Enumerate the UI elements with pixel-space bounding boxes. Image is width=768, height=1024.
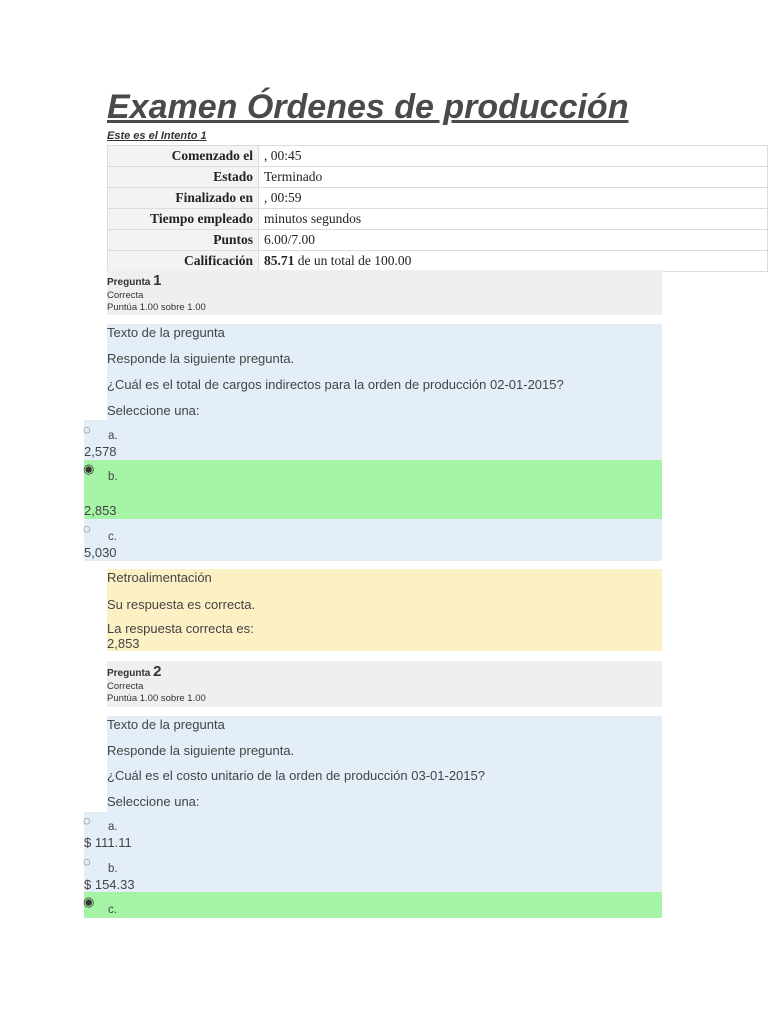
- option-letter: a.: [108, 430, 118, 442]
- summary-label: Finalizado en: [108, 188, 259, 209]
- feedback-correct-label: La respuesta correcta es:: [107, 621, 254, 636]
- summary-value: [259, 251, 768, 272]
- summary-value: 6.00/7.00: [259, 230, 768, 251]
- option-letter: b.: [108, 471, 118, 483]
- summary-label: Puntos: [108, 230, 259, 251]
- question-num: 1: [153, 272, 162, 289]
- feedback-message: Su respuesta es correcta.: [107, 597, 256, 612]
- feedback-correct-value: 2,853: [107, 636, 140, 651]
- summary-value: minutos segundos: [259, 209, 768, 230]
- option-value: 2,578: [84, 444, 117, 459]
- option-letter: a.: [108, 821, 118, 833]
- attempt-label: Este es el Intento 1: [107, 130, 207, 142]
- summary-row-grade: [108, 251, 768, 272]
- summary-label: Tiempo empleado: [108, 209, 259, 230]
- select-prompt: Seleccione una:: [107, 403, 200, 418]
- select-prompt: Seleccione una:: [107, 794, 200, 809]
- option-value: $ 154.33: [84, 877, 135, 892]
- question-text-heading: Texto de la pregunta: [107, 325, 225, 340]
- summary-row-time: [108, 209, 768, 230]
- radio-button[interactable]: ◌: [83, 422, 91, 437]
- question-text: ¿Cuál es el costo unitario de la orden de producción 03-01-2015?: [107, 768, 485, 783]
- summary-row-finished: [108, 188, 768, 209]
- option-letter: b.: [108, 863, 118, 875]
- radio-button[interactable]: ◌: [83, 521, 91, 536]
- question-2-header: [107, 661, 662, 707]
- summary-value: , 00:45: [259, 146, 768, 167]
- question-label: Pregunta: [107, 668, 151, 679]
- summary-row-points: [108, 230, 768, 251]
- option-value: $ 111.11: [84, 835, 132, 850]
- summary-row-started: [108, 146, 768, 167]
- question-number: [107, 272, 161, 289]
- question-instruction: Responde la siguiente pregunta.: [107, 743, 295, 758]
- question-text: ¿Cuál es el total de cargos indirectos para la orden de producción 02-01-2015?: [107, 377, 564, 392]
- question-text-heading: Texto de la pregunta: [107, 717, 225, 732]
- question-score: Puntúa 1.00 sobre 1.00: [107, 693, 206, 704]
- summary-label: Estado: [108, 167, 259, 188]
- question-number: [107, 663, 161, 680]
- radio-button-selected[interactable]: ◉: [83, 894, 95, 909]
- grade-value: 85.71: [264, 253, 295, 268]
- question-label: Pregunta: [107, 277, 151, 288]
- summary-value: , 00:59: [259, 188, 768, 209]
- option-value: 2,853: [84, 503, 117, 518]
- page-title: Examen Órdenes de producción: [107, 88, 629, 126]
- summary-label: Comenzado el: [108, 146, 259, 167]
- option-letter: c.: [108, 531, 117, 543]
- option-b-row[interactable]: [84, 460, 662, 519]
- radio-button[interactable]: ◌: [83, 813, 91, 828]
- question-status: Correcta: [107, 681, 144, 692]
- option-letter: c.: [108, 904, 117, 916]
- radio-button[interactable]: ◌: [83, 854, 91, 869]
- summary-row-state: [108, 167, 768, 188]
- option-a-row[interactable]: [84, 420, 662, 460]
- option-value: 5,030: [84, 545, 117, 560]
- option-a-row[interactable]: [84, 812, 662, 892]
- radio-button-selected[interactable]: ◉: [83, 461, 95, 476]
- question-1-header: [107, 270, 662, 315]
- question-status: Correcta: [107, 290, 144, 301]
- question-score: Puntúa 1.00 sobre 1.00: [107, 302, 206, 313]
- summary-value: Terminado: [259, 167, 768, 188]
- option-c-row[interactable]: [84, 519, 662, 561]
- question-num: 2: [153, 663, 162, 680]
- feedback-heading: Retroalimentación: [107, 570, 212, 585]
- question-instruction: Responde la siguiente pregunta.: [107, 351, 295, 366]
- grade-total: de un total de 100.00: [294, 253, 412, 268]
- attempt-summary-table: [107, 145, 768, 272]
- option-c-row[interactable]: [84, 892, 662, 918]
- summary-label: Calificación: [108, 251, 259, 272]
